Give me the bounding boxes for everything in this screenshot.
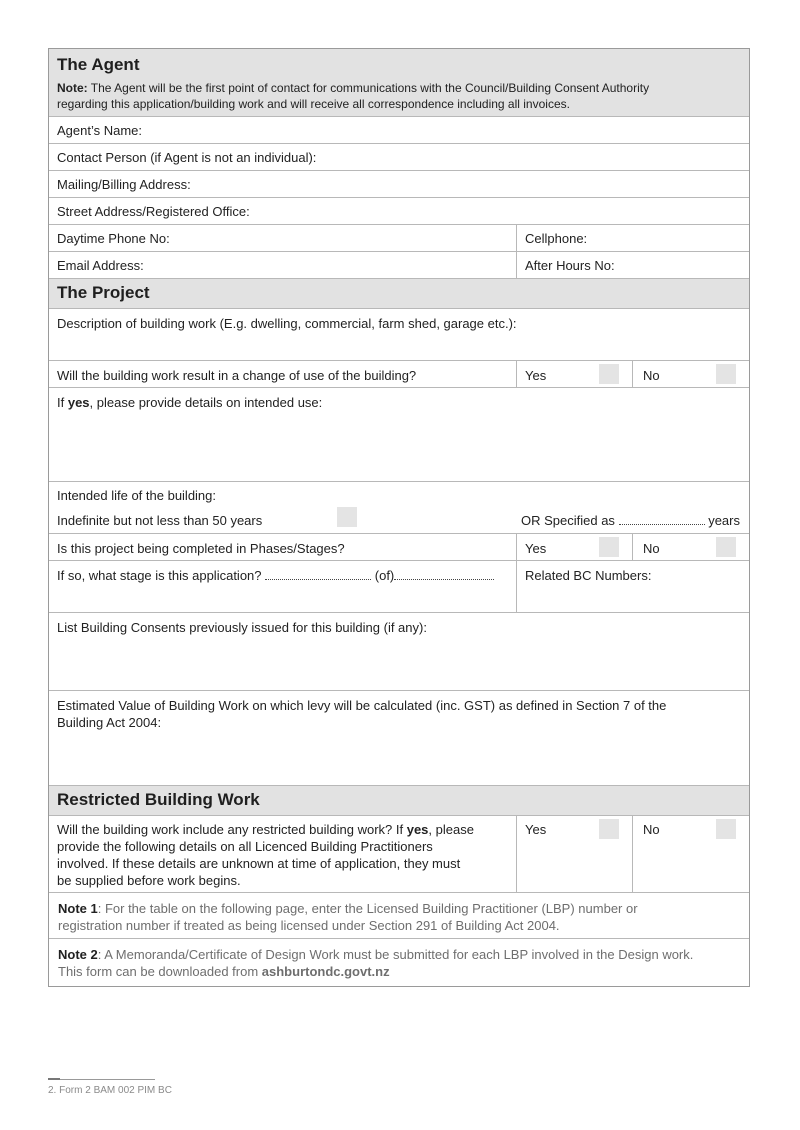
divider: [632, 534, 633, 560]
phases-no-checkbox[interactable]: [716, 537, 736, 557]
previous-consents-field[interactable]: [49, 613, 749, 691]
change-of-use-question: Will the building work result in a change of use of the building?: [57, 368, 417, 383]
note1-label: Note 1: [58, 901, 98, 916]
agent-section-title: The Agent: [57, 55, 140, 74]
note2-row: [49, 939, 749, 986]
agent-name-label: Agent’s Name:: [57, 123, 143, 138]
phases-yes-label: Yes: [525, 541, 547, 556]
contact-person-label: Contact Person (if Agent is not an individual):: [57, 150, 317, 165]
agent-note-label: Note:: [57, 81, 88, 95]
phases-no-label: No: [643, 541, 660, 556]
or-specified-text: OR Specified as: [521, 513, 615, 528]
note2-download-text: This form can be downloaded from: [58, 964, 262, 979]
note2-text: : A Memoranda/Certificate of Design Work must be submitted for each LBP involved in the Design work.: [97, 947, 694, 962]
indefinite-checkbox[interactable]: [337, 507, 357, 527]
phases-question: Is this project being completed in Phases/Stages?: [57, 541, 345, 556]
intended-use-suffix: , please provide details on intended use:: [89, 395, 323, 410]
change-no-checkbox[interactable]: [716, 364, 736, 384]
change-of-use-row: [49, 361, 749, 388]
intended-life-row: [49, 482, 749, 534]
previous-consents-label: List Building Consents previously issued for this building (if any):: [57, 620, 427, 635]
restricted-yes-checkbox[interactable]: [599, 819, 619, 839]
note1-row: [49, 893, 749, 939]
change-no-label: No: [643, 368, 660, 383]
change-yes-checkbox[interactable]: [599, 364, 619, 384]
divider: [516, 561, 517, 612]
indefinite-label: Indefinite but not less than 50 years: [57, 513, 263, 528]
footer-rule: [48, 1079, 155, 1080]
intended-use-label: [57, 394, 322, 411]
note2-line1: [58, 946, 693, 963]
note1-line1: [58, 900, 638, 917]
estimated-value-field[interactable]: [49, 691, 749, 786]
street-address-field[interactable]: [49, 198, 749, 225]
mailing-address-label: Mailing/Billing Address:: [57, 177, 191, 192]
agent-name-field[interactable]: [49, 117, 749, 144]
restricted-q-yes: yes: [406, 822, 429, 837]
divider: [516, 816, 517, 892]
restricted-section-header: [49, 786, 749, 816]
restricted-question-line2: provide the following details on all Licenced Building Practitioners: [57, 839, 433, 854]
restricted-no-checkbox[interactable]: [716, 819, 736, 839]
after-hours-label: After Hours No:: [525, 258, 615, 273]
agent-note-line2: regarding this application/building work and will receive all correspondence including all invoices.: [57, 97, 570, 111]
divider: [516, 252, 517, 278]
building-consent-form: [48, 48, 750, 987]
agent-section-header: [49, 49, 749, 117]
agent-note-line1: [57, 81, 649, 96]
restricted-question-line4: be supplied before work begins.: [57, 873, 241, 888]
stage-label: [57, 567, 494, 584]
mailing-address-field[interactable]: [49, 171, 749, 198]
phases-yes-checkbox[interactable]: [599, 537, 619, 557]
phone-row: [49, 225, 749, 252]
estimated-value-line1: Estimated Value of Building Work on which levy will be calculated (inc. GST) as defined in Section 7 of the: [57, 698, 667, 713]
divider: [632, 361, 633, 387]
email-label: Email Address:: [57, 258, 144, 273]
specified-label: [521, 512, 740, 529]
note2-label: Note 2: [58, 947, 98, 962]
restricted-q-pre: Will the building work include any restricted building work? If: [57, 822, 407, 837]
restricted-yes-label: Yes: [525, 822, 547, 837]
related-bc-label: Related BC Numbers:: [525, 568, 652, 583]
restricted-q-post: , please: [428, 822, 474, 837]
description-field[interactable]: [49, 309, 749, 361]
intended-use-prefix: If: [57, 395, 68, 410]
daytime-phone-label: Daytime Phone No:: [57, 231, 170, 246]
project-section-header: [49, 279, 749, 309]
stage-row: [49, 561, 749, 613]
estimated-value-line2: Building Act 2004:: [57, 715, 162, 730]
specified-years-input[interactable]: [619, 512, 705, 525]
page-footer: 2. Form 2 BAM 002 PIM BC: [48, 1085, 172, 1096]
restricted-question-row: [49, 816, 749, 893]
email-row: [49, 252, 749, 279]
cellphone-label: Cellphone:: [525, 231, 588, 246]
stage-question: If so, what stage is this application?: [57, 568, 262, 583]
description-label: Description of building work (E.g. dwelling, commercial, farm shed, garage etc.):: [57, 316, 517, 331]
phases-row: [49, 534, 749, 561]
note1-line2: registration number if treated as being licensed under Section 291 of Building Act 2004.: [58, 918, 560, 933]
divider: [632, 816, 633, 892]
intended-use-field[interactable]: [49, 388, 749, 482]
change-yes-label: Yes: [525, 368, 547, 383]
download-link[interactable]: ashburtondc.govt.nz: [261, 964, 390, 979]
years-text: years: [708, 513, 740, 528]
divider: [516, 361, 517, 387]
divider: [516, 534, 517, 560]
restricted-section-title: Restricted Building Work: [57, 790, 260, 809]
note2-line2: [58, 963, 390, 980]
agent-note-text: The Agent will be the first point of contact for communications with the Council/Building Consent Authority: [90, 81, 650, 95]
intended-life-label: Intended life of the building:: [57, 488, 217, 503]
restricted-no-label: No: [643, 822, 660, 837]
divider: [516, 225, 517, 251]
stage-of-text: (of): [374, 568, 395, 583]
note1-text: : For the table on the following page, enter the Licensed Building Practitioner (LBP) number or: [97, 901, 638, 916]
stage-input[interactable]: [265, 567, 371, 580]
restricted-question-line1: [57, 821, 474, 838]
restricted-question-line3: involved. If these details are unknown at time of application, they must: [57, 856, 461, 871]
street-address-label: Street Address/Registered Office:: [57, 204, 250, 219]
project-section-title: The Project: [57, 283, 150, 302]
intended-use-yes: yes: [67, 395, 90, 410]
stage-total-input[interactable]: [394, 567, 494, 580]
contact-person-field[interactable]: [49, 144, 749, 171]
